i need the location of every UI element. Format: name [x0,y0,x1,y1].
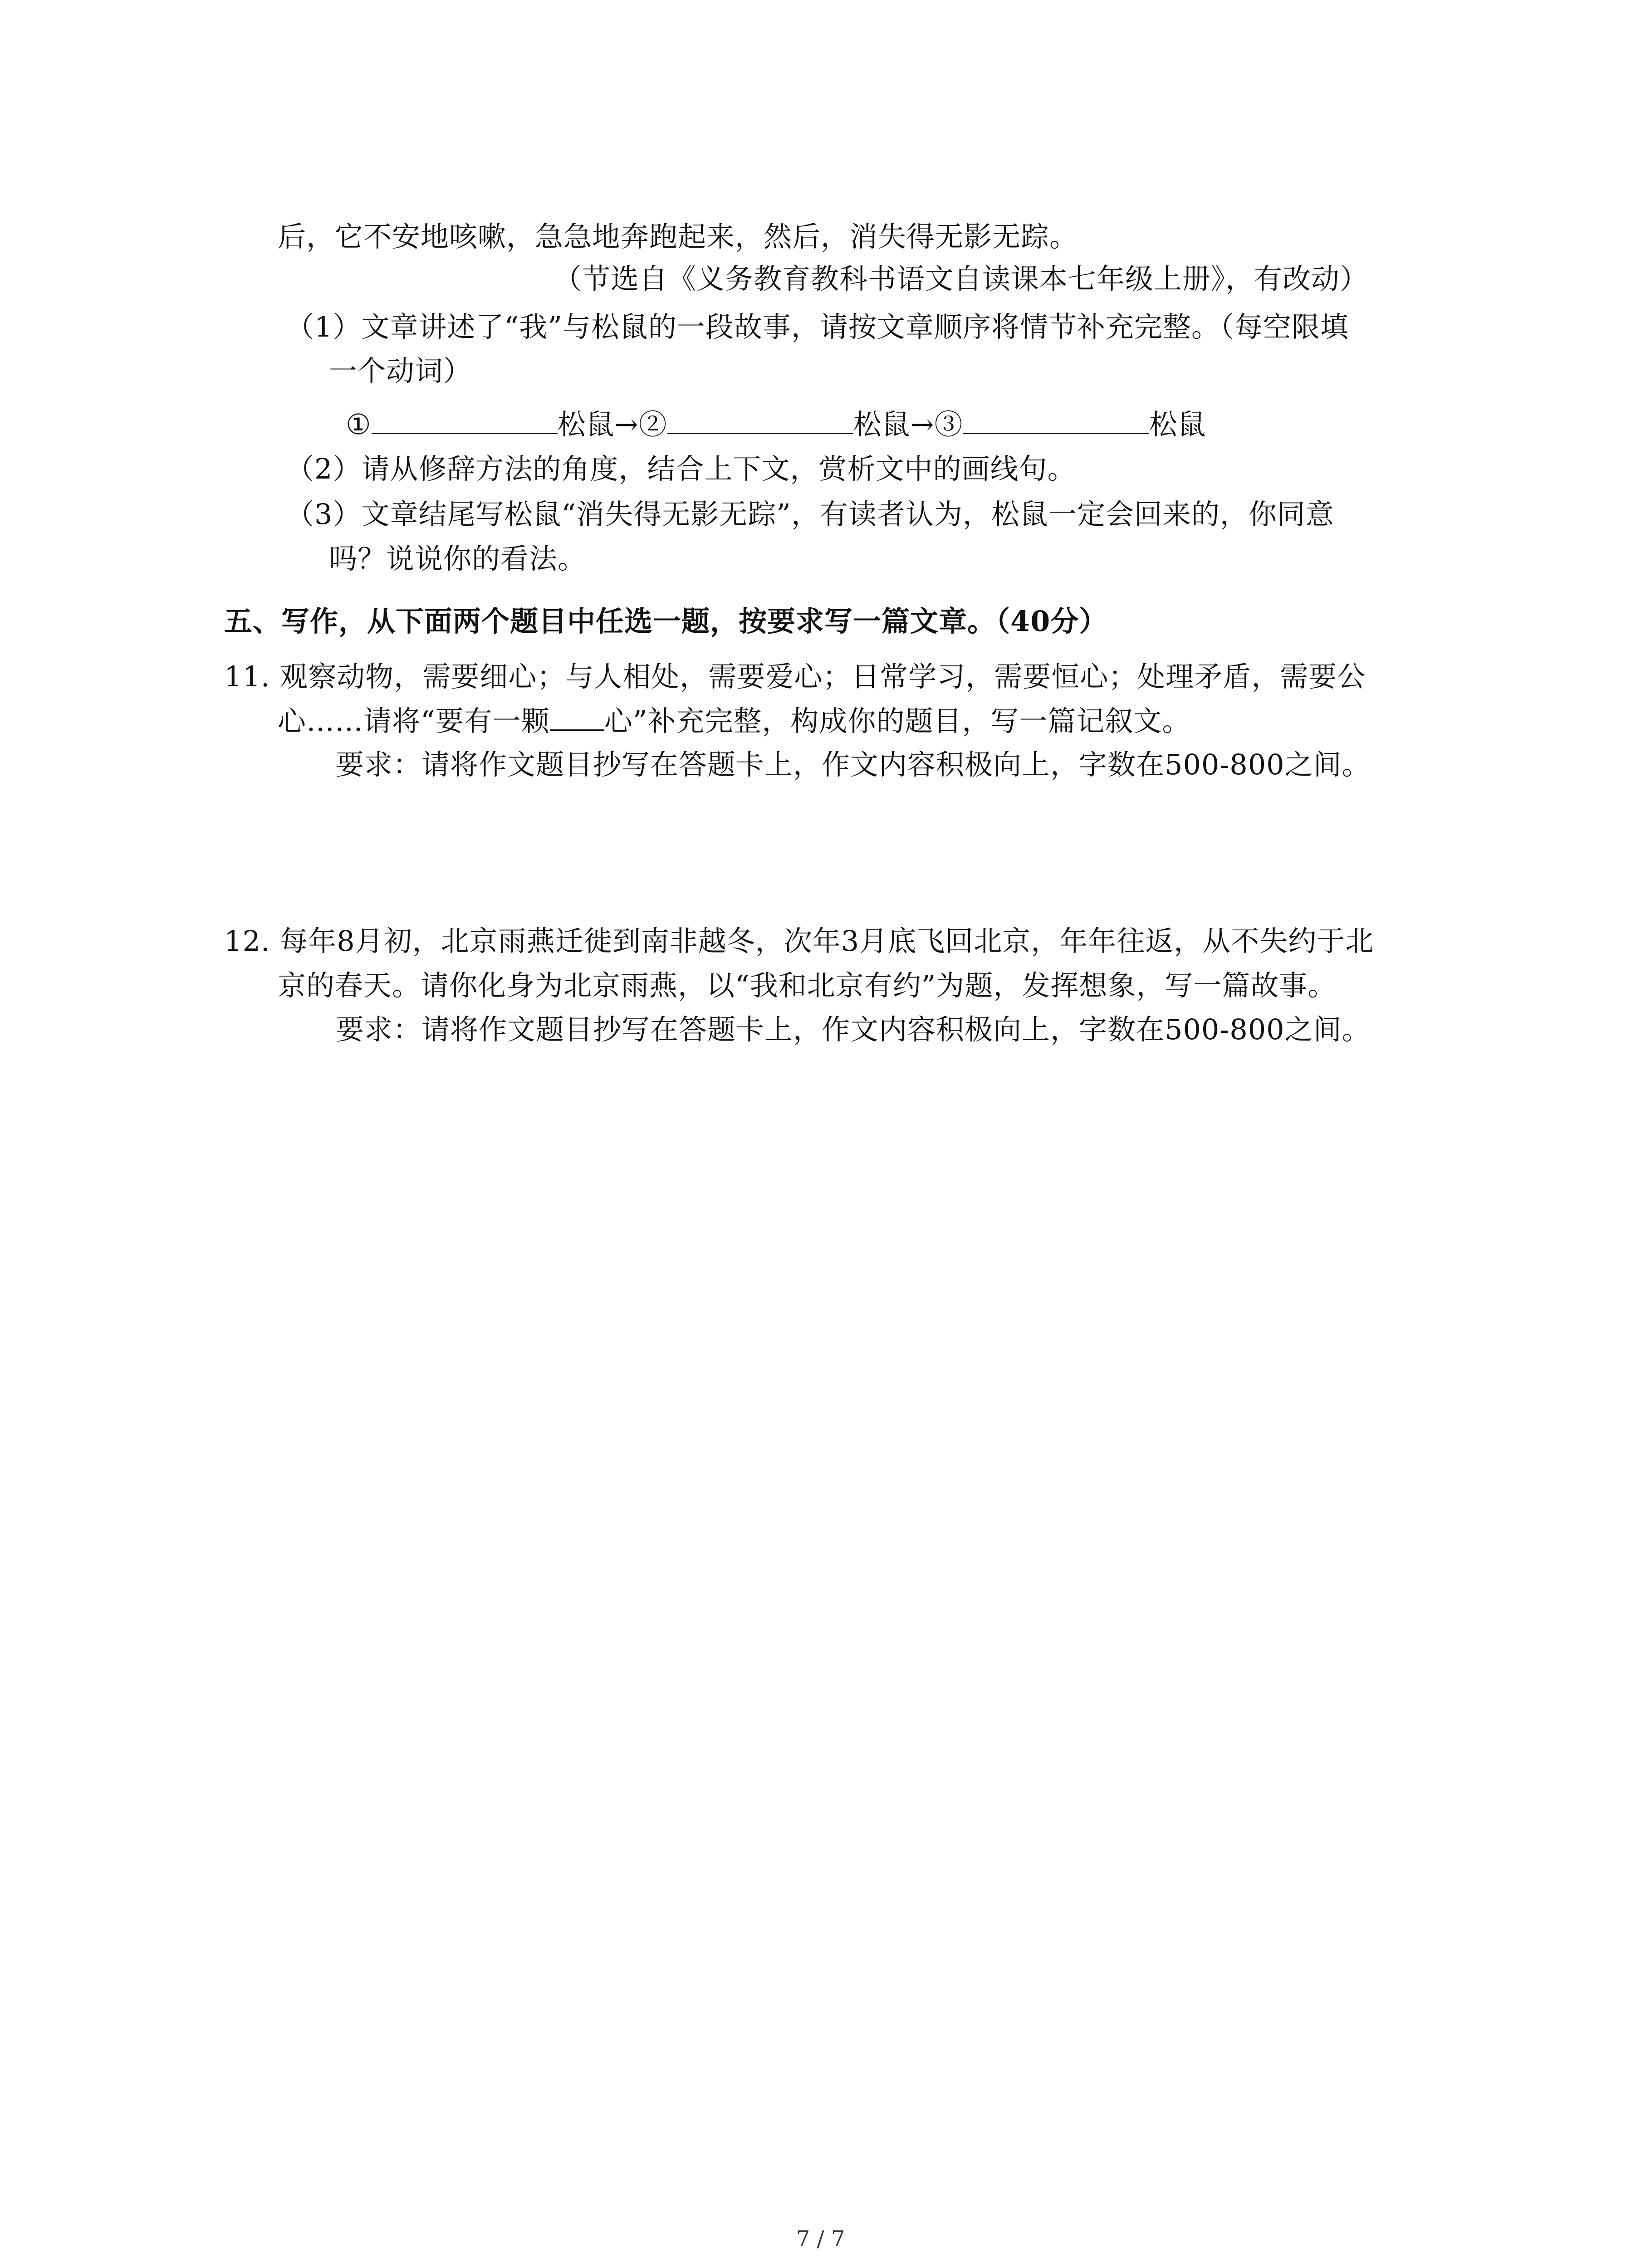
question-1-line-2: 一个动词） [329,354,472,387]
heart-word-blank[interactable] [550,704,604,731]
question-2: （2）请从修辞方法的角度，结合上下文，赏析文中的画线句。 [286,452,1076,485]
blank-number-3: ③ [934,408,963,441]
blank-number-1: ① [346,408,372,441]
question-11-requirement: 要求：请将作文题目抄写在答题卡上，作文内容积极向上，字数在500-800之间。 [336,748,1371,781]
question-11-line-2-start: 心……请将“要有一颗 [278,704,550,738]
question-12-line-2: 京的春天。请你化身为北京雨燕，以“我和北京有约”为题，发挥想象，写一篇故事。 [278,969,1337,1002]
question-3-line-2: 吗？说说你的看法。 [329,542,587,575]
question-11-line-2 [278,701,1190,741]
question-3-line-1: （3）文章结尾写松鼠“消失得无影无踪”，有读者认为，松鼠一定会回来的，你同意 [286,498,1334,531]
passage-source: （节选自《义务教育教科书语文自读课本七年级上册》，有改动） [554,262,1369,295]
arrow-1: → [614,408,639,441]
question-1-fill-row [346,405,1206,445]
answer-blank-3[interactable] [963,405,1149,434]
blank-word-1: 松鼠 [557,408,615,441]
answer-blank-2[interactable] [667,405,853,434]
question-11-line-2-end: 心”补充完整，构成你的题目，写一篇记叙文。 [604,704,1191,738]
arrow-2: → [910,408,935,441]
question-12-requirement: 要求：请将作文题目抄写在答题卡上，作文内容积极向上，字数在500-800之间。 [336,1013,1371,1046]
blank-word-3: 松鼠 [1149,408,1206,441]
blank-number-2: ② [638,408,667,441]
blank-word-2: 松鼠 [853,408,911,441]
section-5-heading: 五、写作，从下面两个题目中任选一题，按要求写一篇文章。（40分） [224,605,1108,638]
answer-blank-1[interactable] [372,405,558,434]
question-12-line-1: 12. 每年8月初，北京雨燕迁徙到南非越冬，次年3月底飞回北京，年年往返，从不失约于北 [224,924,1374,958]
page-number: 7 / 7 [796,2226,845,2252]
question-11-line-1: 11. 观察动物，需要细心；与人相处，需要爱心；日常学习，需要恒心；处理矛盾，需要公 [224,660,1366,693]
passage-closing-line: 后，它不安地咳嗽，急急地奔跑起来，然后，消失得无影无踪。 [278,220,1078,253]
question-1-line-1: （1）文章讲述了“我”与松鼠的一段故事，请按文章顺序将情节补充完整。（每空限填 [286,310,1349,343]
